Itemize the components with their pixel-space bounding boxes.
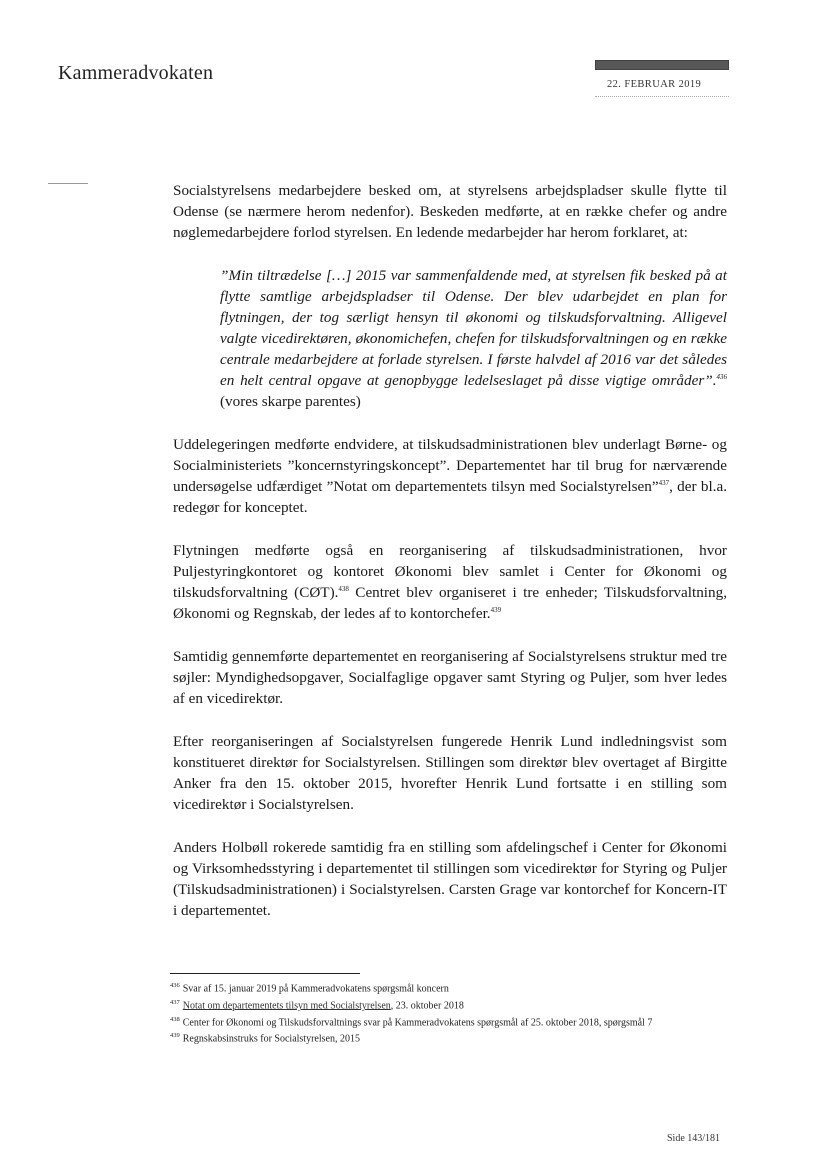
document-date: 22. FEBRUAR 2019 (607, 79, 702, 90)
paragraph-5: Efter reorganiseringen af Socialstyrelsen fungerede Henrik Lund indledningsvist som konstitueret direktør for Socialstyrelsen. Stillingen som direktør blev overtaget af Birgitte Anker fra den 15. oktober 2015, hvorefter Henrik Lund fortsatte i en stilling som vicedirektør i Socialstyrelsen. (173, 733, 727, 813)
date-block (595, 60, 729, 97)
footnote-438: $^{438}$ Center for Økonomi og Tilskudsforvaltnings svar på Kammeradvokatens spørgsmål af 25. oktober 2018, spørgsmål 7 (170, 1015, 653, 1028)
header-bar (595, 60, 729, 70)
footnote-436: $^{436}$ Svar af 15. januar 2019 på Kammeradvokatens spørgsmål koncern (170, 982, 449, 995)
document-body (173, 180, 727, 943)
block-quote (220, 265, 727, 412)
footnote-divider (170, 973, 360, 974)
paragraph-4: Samtidig gennemførte departementet en reorganisering af Socialstyrelsens struktur med tre søjler: Myndighedsopgaver, Socialfaglige opgaver samt Styring og Puljer, som hver ledes af en vicedirektør. (173, 648, 727, 707)
footnote-ref-436[interactable]: 436 (716, 372, 727, 381)
paragraph-3: Flytningen medførte også en reorganisering af tilskudsadministrationen, hvor Puljestyringkontoret og kontoret Økonomi blev samlet i Center for Økonomi og tilskudsforvaltning (CØT).$^{438}$ Centret blev organiseret i tre enheder; Tilskudsforvaltning, Økonomi og Regnskab, der ledes af to kontorchefer.$^{439}$ (173, 542, 727, 622)
footnote-439: $^{439}$ Regnskabsinstruks for Socialstyrelsen, 2015 (170, 1032, 360, 1045)
paragraph-1: Socialstyrelsens medarbejdere besked om, at styrelsens arbejdspladser skulle flytte til Odense (se nærmere herom nedenfor). Beskeden medførte, at en række chefer og andre nøglemedarbejdere forlod styrelsen. En ledende medarbejder har herom forklaret, at: (173, 182, 727, 241)
paragraph-2: Uddelegeringen medførte endvidere, at tilskudsadministrationen blev underlagt Børne- og Socialministeriets ”koncernstyringskoncept”. Departementet har til brug for nærværende undersøgelse udfærdiget ”Notat om departementets tilsyn med Socialstyrelsen”$^{437}$, der bl.a. redegør for konceptet. (173, 436, 728, 516)
footnote-ref-438[interactable]: 438 (338, 584, 349, 593)
quote-text: ”Min tiltrædelse […] 2015 var sammenfaldende med, at styrelsen fik besked på at flytte samtlige arbejdspladser til Odense. Der blev udarbejdet en plan for flytningen, der tog særligt hensyn til økonomi og tilskudsforvaltning. Alligevel valgte vicedirektøren, økonomichefen, chefen for tilskudsforvaltningen og en række centrale medarbejdere at forlade styrelsen. I første halvdel af 2016 var det således en helt central opgave at genopbygge ledelseslaget på disse vigtige områder”. (220, 267, 727, 389)
page-number: Side 143/181 (667, 1133, 721, 1144)
organization-name: Kammeradvokaten (58, 62, 214, 84)
footnote-ref-437[interactable]: 437 (658, 478, 670, 487)
margin-mark (48, 183, 88, 184)
dotted-divider (595, 96, 729, 97)
footnote-437: $^{437}$ Notat om departementets tilsyn med Socialstyrelsen, 23. oktober 2018 (170, 998, 464, 1012)
footnotes (170, 979, 730, 1046)
footnote-link[interactable]: Notat om departementets tilsyn med Socialstyrelsen (182, 1000, 391, 1012)
footnote-ref-439[interactable]: 439 (490, 605, 502, 614)
paragraph-6: Anders Holbøll rokerede samtidig fra en stilling som afdelingschef i Center for Økonomi og Virksomhedsstyring i departementet til stillingen som vicedirektør for Styring og Puljer (Tilskudsadministrationen) i Socialstyrelsen. Carsten Grage var kontorchef for Koncern-IT i departementet. (173, 839, 727, 919)
quote-tail: (vores skarpe parentes) (220, 393, 361, 410)
